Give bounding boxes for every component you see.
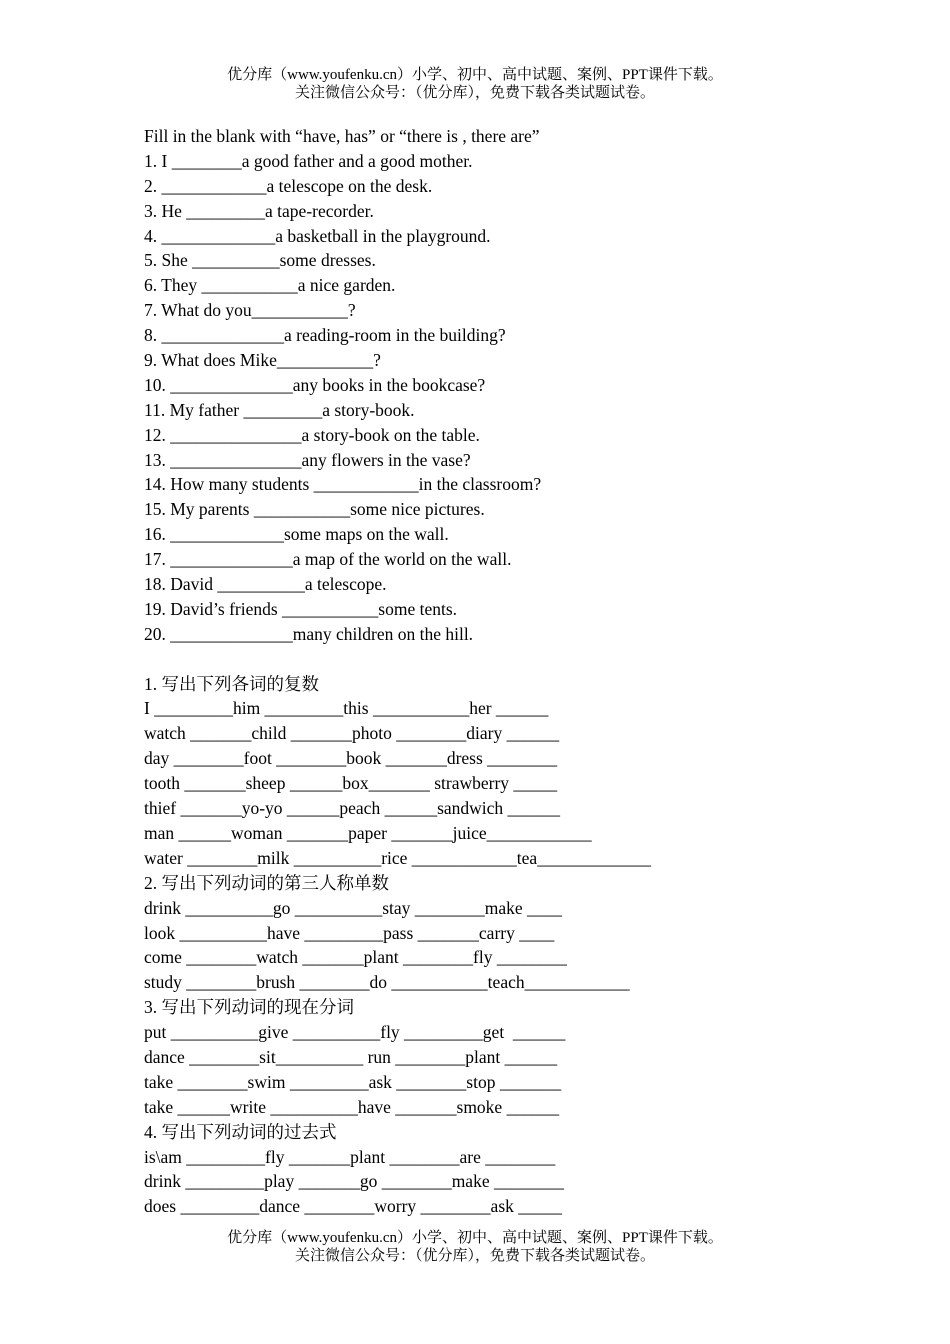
- section-title: 4. 写出下列动词的过去式: [144, 1121, 337, 1142]
- header-line-1: 优分库（www.youfenku.cn）小学、初中、高中试题、案例、PPT课件下载。: [227, 67, 723, 83]
- third-person-section: [144, 871, 844, 995]
- header-line-2: 关注微信公众号：（优分库），免费下载各类试题试卷。: [294, 85, 655, 101]
- word-row: man ______woman _______paper _______juice____________: [144, 822, 592, 843]
- exercise-item: 18. David __________a telescope.: [144, 574, 387, 595]
- section-title: 3. 写出下列动词的现在分词: [144, 997, 354, 1018]
- word-row: look __________have _________pass _______carry ____: [144, 922, 555, 943]
- section-title: 1. 写出下列各词的复数: [144, 673, 319, 694]
- exercise-item: 5. She __________some dresses.: [144, 250, 376, 271]
- exercise-item: 19. David’s friends ___________some tents.: [144, 598, 458, 619]
- word-row: study ________brush ________do ___________teach____________: [144, 972, 630, 993]
- exercise-item: 15. My parents ___________some nice pictures.: [144, 499, 485, 520]
- exercise-item: 12. _______________a story-book on the table.: [144, 424, 480, 445]
- word-row: dance ________sit__________ run ________plant ______: [144, 1046, 558, 1067]
- exercise-item: 17. ______________a map of the world on the wall.: [144, 549, 512, 570]
- page-footer: [0, 1229, 950, 1265]
- exercise-item: 9. What does Mike___________?: [144, 350, 381, 371]
- word-row: take ________swim _________ask ________stop _______: [144, 1071, 562, 1092]
- exercise-item: 10. ______________any books in the bookcase?: [144, 374, 486, 395]
- word-row: water ________milk __________rice ____________tea_____________: [144, 847, 651, 868]
- footer-line-2: 关注微信公众号：（优分库），免费下载各类试题试卷。: [294, 1248, 655, 1264]
- word-row: day ________foot ________book _______dress ________: [144, 748, 558, 769]
- section-title: 2. 写出下列动词的第三人称单数: [144, 872, 389, 893]
- word-row: watch _______child _______photo ________diary ______: [144, 723, 560, 744]
- exercise-item: 6. They ___________a nice garden.: [144, 275, 396, 296]
- exercise-item: 4. _____________a basketball in the playground.: [144, 225, 491, 246]
- word-row: drink __________go __________stay ________make ____: [144, 897, 563, 918]
- exercise-item: 3. He _________a tape-recorder.: [144, 200, 374, 221]
- exercise-item: 8. ______________a reading-room in the building?: [144, 325, 506, 346]
- word-row: tooth _______sheep ______box_______ strawberry _____: [144, 773, 558, 794]
- exercise-item: 14. How many students ____________in the classroom?: [144, 474, 542, 495]
- exercise-item: 7. What do you___________?: [144, 300, 356, 321]
- word-row: come ________watch _______plant ________fly ________: [144, 947, 567, 968]
- word-row: take ______write __________have _______smoke ______: [144, 1096, 560, 1117]
- exercise-item: 2. ____________a telescope on the desk.: [144, 175, 433, 196]
- part1-items: [144, 149, 844, 647]
- page-header: [0, 66, 950, 102]
- word-row: is\am _________fly _______plant ________are ________: [144, 1146, 556, 1167]
- worksheet-body: [144, 124, 844, 1219]
- exercise-item: 1. I ________a good father and a good mother.: [144, 150, 473, 171]
- word-row: put __________give __________fly _________get ______: [144, 1022, 566, 1043]
- exercise-item: 11. My father _________a story-book.: [144, 399, 415, 420]
- word-row: drink _________play _______go ________make ________: [144, 1171, 564, 1192]
- exercise-item: 20. ______________many children on the hill.: [144, 623, 474, 644]
- word-row: I _________him _________this ___________her ______: [144, 698, 549, 719]
- footer-line-1: 优分库（www.youfenku.cn）小学、初中、高中试题、案例、PPT课件下载。: [227, 1230, 723, 1246]
- plural-section: [144, 672, 844, 871]
- part1-instruction: Fill in the blank with “have, has” or “there is , there are”: [144, 126, 540, 146]
- past-tense-section: [144, 1120, 844, 1220]
- section-spacer: [144, 647, 844, 672]
- word-row: thief _______yo-yo ______peach ______sandwich ______: [144, 798, 561, 819]
- present-participle-section: [144, 995, 844, 1119]
- exercise-item: 13. _______________any flowers in the vase?: [144, 449, 471, 470]
- word-row: does _________dance ________worry ________ask _____: [144, 1196, 563, 1217]
- exercise-item: 16. _____________some maps on the wall.: [144, 524, 449, 545]
